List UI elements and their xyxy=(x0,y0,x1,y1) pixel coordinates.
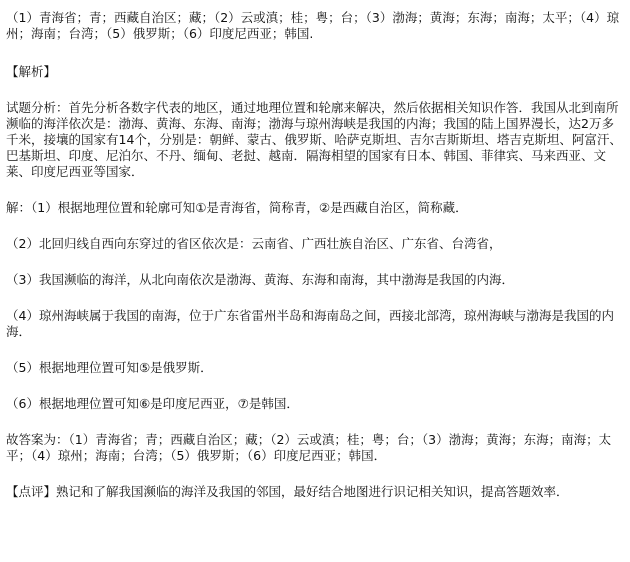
solution-line-2: （2）北回归线自西向东穿过的省区依次是：云南省、广西壮族自治区、广东省、台湾省， xyxy=(6,236,502,251)
analysis-body: 试题分析：首先分析各数字代表的地区，通过地理位置和轮廓来解决，然后依据相关知识作答．我国从北到南所濒临的海洋依次是：渤海、黄海、东海、南海；渤海与琼州海峡是我国的内海；我国的陆上国界漫长，达2万多千米，接壤的国家有14个，分别是：朝鲜、蒙古、俄罗斯、哈萨克斯坦、吉尔吉斯斯坦、塔吉克斯坦、阿富汗、巴基斯坦、印度、尼泊尔、不丹、缅甸、老挝、越南．隔海相望的国家有日本、韩国、菲律宾、马来西亚、文莱、印度尼西亚等国家． xyxy=(6,100,622,179)
solution-line-1: 解：（1）根据地理位置和轮廓可知①是青海省，简称青，②是西藏自治区，简称藏． xyxy=(6,200,468,215)
solution-line-6: （6）根据地理位置可知⑥是印度尼西亚，⑦是韩国． xyxy=(6,396,299,411)
solution-line-5: （5）根据地理位置可知⑤是俄罗斯． xyxy=(6,360,213,375)
solution-line-3: （3）我国濒临的海洋，从北向南依次是渤海、黄海、东海和南海，其中渤海是我国的内海． xyxy=(6,272,514,287)
answer-top: （1）青海省；青；西藏自治区；藏；（2）云或滇；桂；粤；台；（3）渤海；黄海；东海；南海；太平；（4）琼州；海南；台湾；（5）俄罗斯；（6）印度尼西亚；韩国. xyxy=(6,10,620,41)
review-note: 【点评】熟记和了解我国濒临的海洋及我国的邻国，最好结合地图进行识记相关知识，提高答题效率． xyxy=(6,484,569,499)
final-answer: 故答案为：（1）青海省；青；西藏自治区；藏；（2）云或滇；桂；粤；台；（3）渤海；黄海；东海；南海；太平；（4）琼州；海南；台湾；（5）俄罗斯；（6）印度尼西亚；韩国． xyxy=(6,432,612,463)
solution-line-4: （4）琼州海峡属于我国的南海，位于广东省雷州半岛和海南岛之间，西接北部湾，琼州海峡与渤海是我国的内海． xyxy=(6,308,614,339)
analysis-heading: 【解析】 xyxy=(6,64,57,79)
